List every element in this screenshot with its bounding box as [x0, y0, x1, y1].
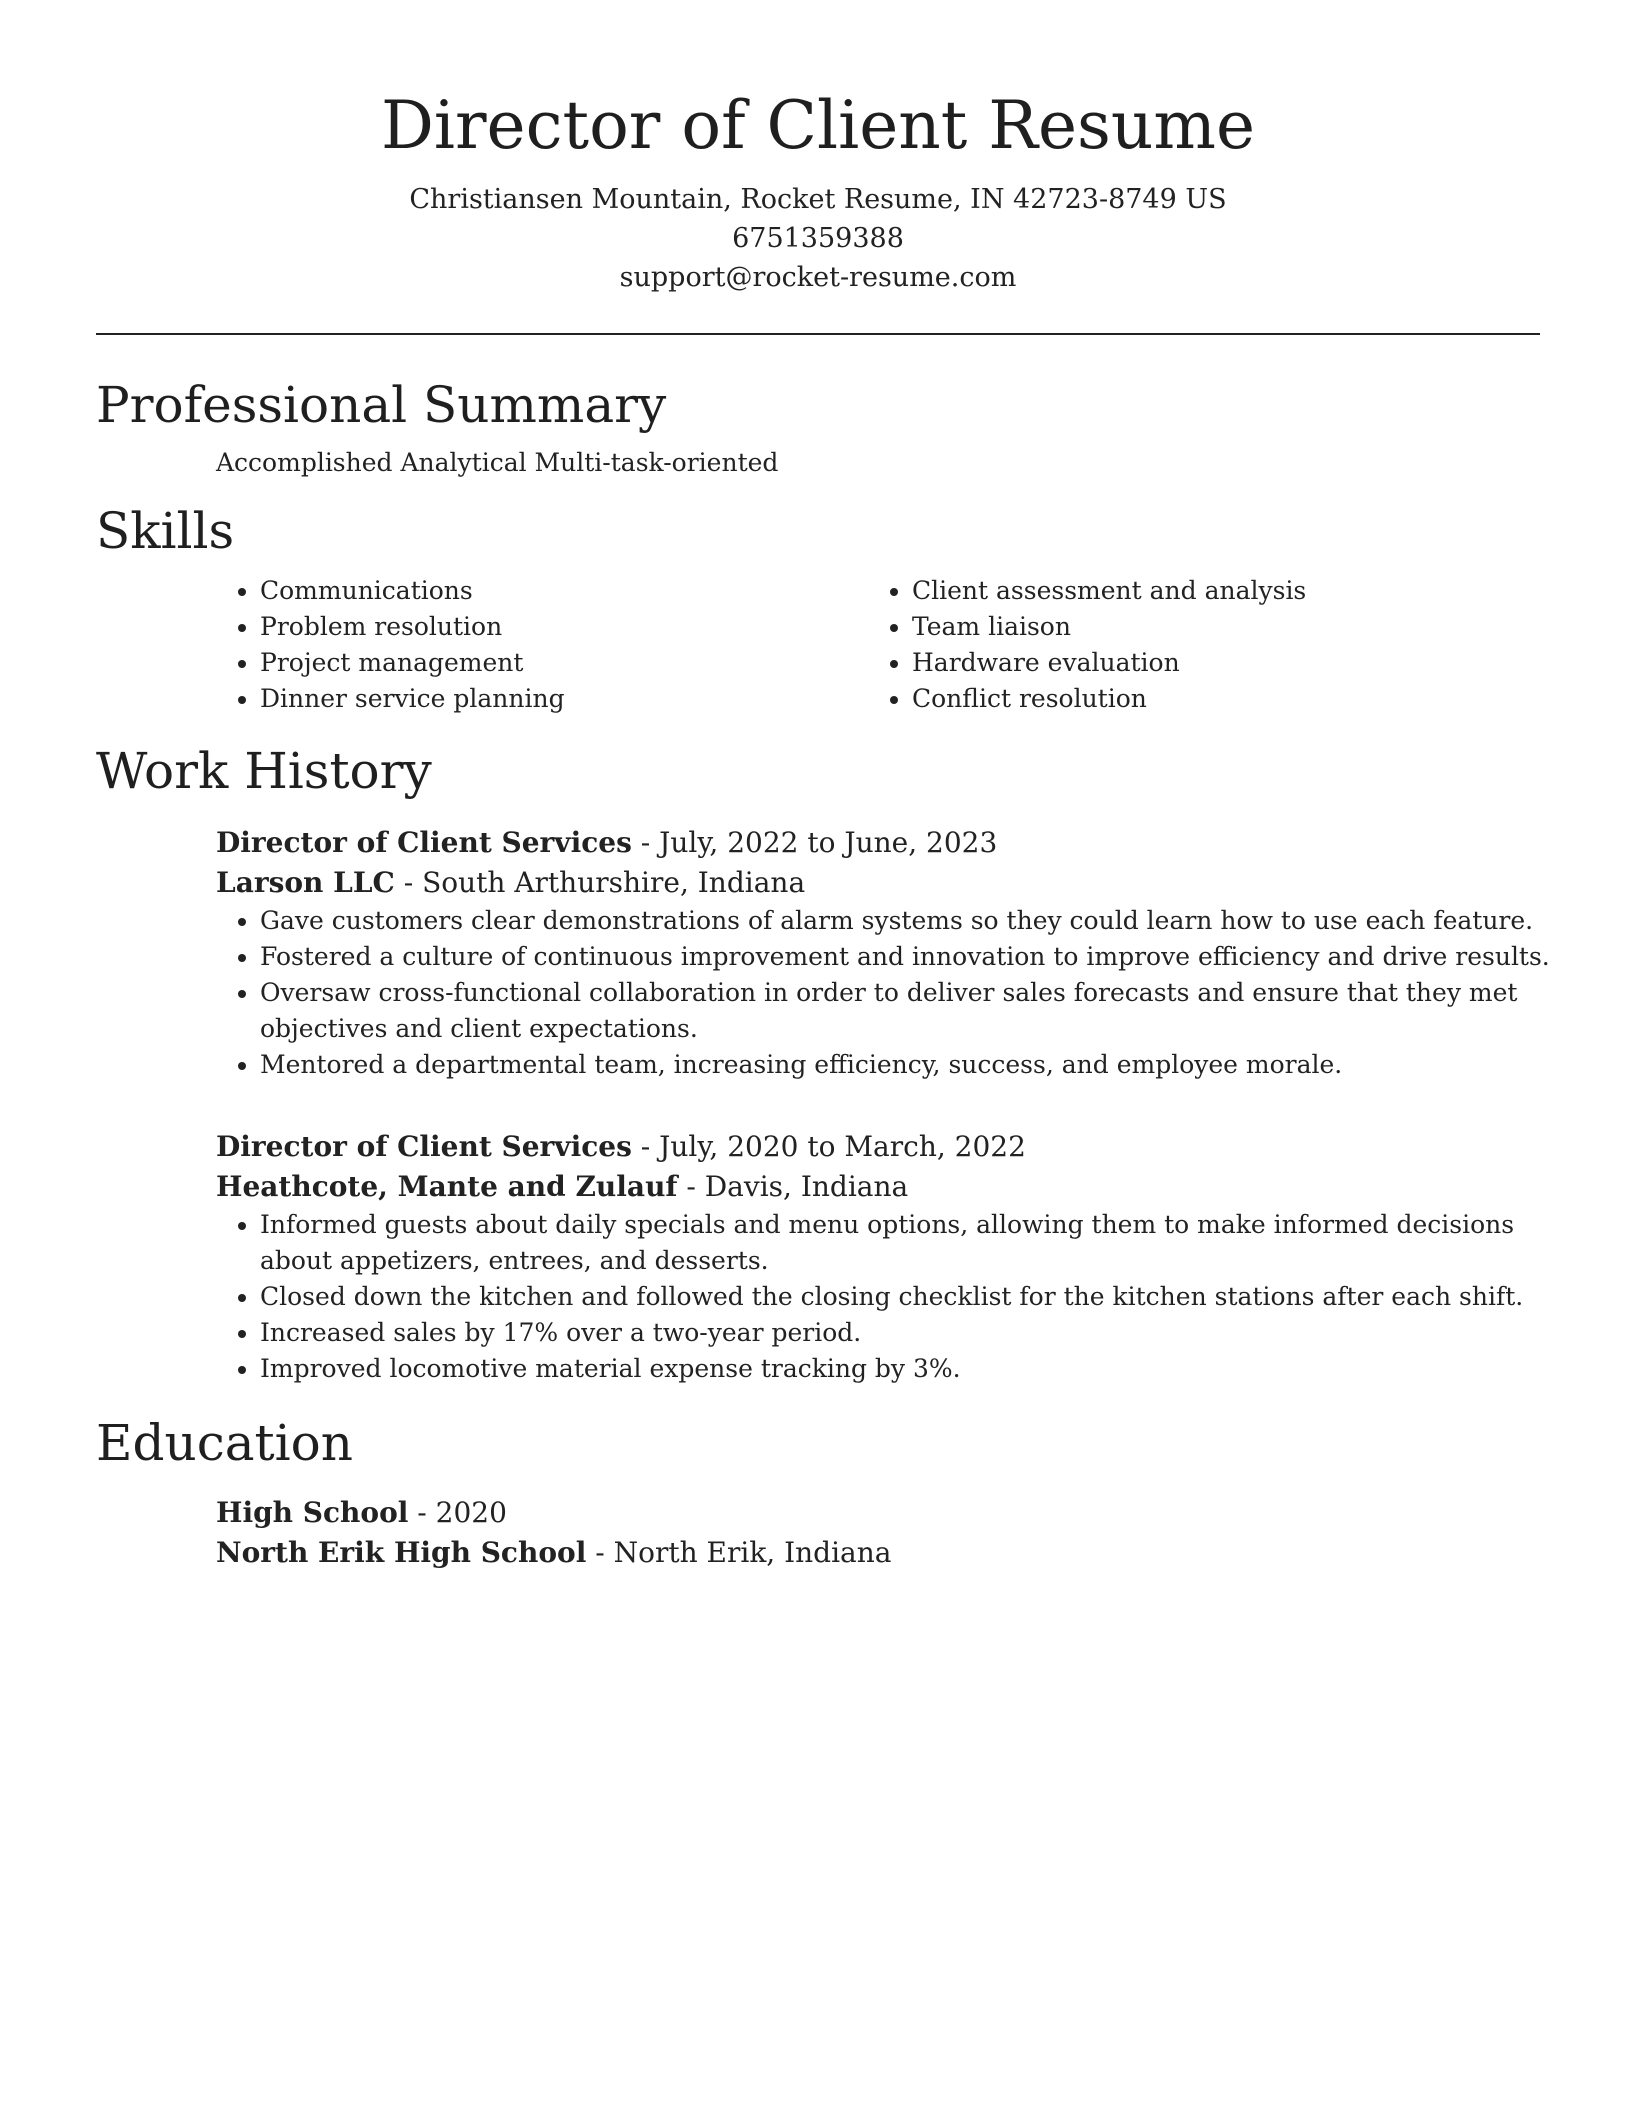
job-bullets: [216, 1207, 1584, 1387]
education-location: North Erik, Indiana: [613, 1536, 892, 1569]
skill-item: • Client assessment and analysis: [912, 573, 1520, 609]
job-bullets: [216, 903, 1584, 1083]
education-school: North Erik High School: [216, 1536, 587, 1569]
job-company-line: Larson LLC - South Arthurshire, Indiana: [216, 866, 806, 899]
education-entry: [216, 1493, 1540, 1573]
skills-column-right: [868, 573, 1520, 717]
job-company: Heathcote, Mante and Zulauf: [216, 1170, 678, 1203]
job-bullet: • Informed guests about daily specials and menu options, allowing them to make informed decisions about appetizers, entrees, and desserts.: [260, 1207, 1584, 1279]
skill-item: • Conflict resolution: [912, 681, 1520, 717]
resume-header: [96, 0, 1540, 297]
job-company-line: Heathcote, Mante and Zulauf - Davis, Indiana: [216, 1170, 909, 1203]
skill-item: • Project management: [260, 645, 868, 681]
work-history-heading: Work History: [96, 742, 432, 800]
skill-item: • Hardware evaluation: [912, 645, 1520, 681]
resume-title: Director of Client Resume: [380, 87, 1256, 164]
summary-text: Accomplished Analytical Multi-task-oriented: [216, 448, 779, 477]
skill-item: • Dinner service planning: [260, 681, 868, 717]
skills-column-left: [216, 573, 868, 717]
job-role-line: Director of Client Services - July, 2020 to March, 2022: [216, 1130, 1026, 1163]
job-bullet: • Mentored a departmental team, increasing efficiency, success, and employee morale.: [260, 1047, 1584, 1083]
job-role-line: Director of Client Services - July, 2022 to June, 2023: [216, 826, 998, 859]
summary-heading: Professional Summary: [96, 376, 667, 434]
job-location: Davis, Indiana: [704, 1170, 909, 1203]
job-bullet: • Oversaw cross-functional collaboration in order to deliver sales forecasts and ensure that they met objectives and client expectations.: [260, 975, 1584, 1047]
skill-item: • Communications: [260, 573, 868, 609]
skills-heading: Skills: [96, 502, 235, 560]
job-company: Larson LLC: [216, 866, 395, 899]
skill-item: • Problem resolution: [260, 609, 868, 645]
job-bullet: • Gave customers clear demonstrations of alarm systems so they could learn how to use each feature.: [260, 903, 1584, 939]
job-entry: [216, 1127, 1540, 1387]
job-dates: July, 2022 to June, 2023: [659, 826, 998, 859]
education-school-line: North Erik High School - North Erik, Indiana: [216, 1536, 892, 1569]
resume-page: [96, 0, 1550, 1573]
education-year: 2020: [435, 1496, 507, 1529]
education-degree-line: High School - 2020: [216, 1496, 507, 1529]
skill-item: • Team liaison: [912, 609, 1520, 645]
header-divider: [96, 333, 1540, 335]
job-location: South Arthurshire, Indiana: [422, 866, 806, 899]
contact-info: [96, 180, 1540, 297]
job-dates: July, 2020 to March, 2022: [659, 1130, 1026, 1163]
job-bullet: • Fostered a culture of continuous improvement and innovation to improve efficiency and drive results.: [260, 939, 1584, 975]
education-degree: High School: [216, 1496, 409, 1529]
contact-address: Christiansen Mountain, Rocket Resume, IN 42723-8749 US: [409, 184, 1227, 215]
contact-phone: 6751359388: [732, 223, 904, 254]
job-role: Director of Client Services: [216, 826, 632, 859]
job-bullet: • Closed down the kitchen and followed the closing checklist for the kitchen stations after each shift.: [260, 1279, 1584, 1315]
job-entry: [216, 823, 1550, 1083]
job-role: Director of Client Services: [216, 1130, 632, 1163]
education-heading: Education: [96, 1414, 353, 1472]
job-bullet: • Improved locomotive material expense tracking by 3%.: [260, 1351, 1584, 1387]
skills-grid: [216, 573, 1540, 717]
contact-email: support@rocket-resume.com: [619, 262, 1017, 293]
job-bullet: • Increased sales by 17% over a two-year period.: [260, 1315, 1584, 1351]
